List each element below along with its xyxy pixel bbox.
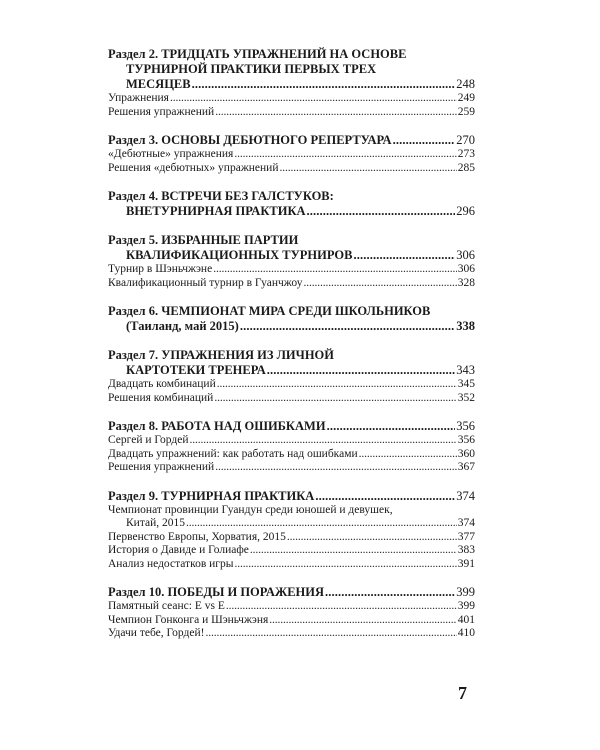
section-title: Раздел 2. ТРИДЦАТЬ УПРАЖНЕНИЙ НА ОСНОВЕ bbox=[108, 47, 407, 61]
toc-section-4 bbox=[108, 189, 475, 219]
toc-entry[interactable]: Двадцать упражнений: как работать над ошибками . . . 360 bbox=[108, 448, 475, 462]
section-title: Раздел 4. ВСТРЕЧИ БЕЗ ГАЛСТУКОВ: bbox=[108, 189, 334, 203]
toc-entry[interactable]: Раздел 8. РАБОТА НАД ОШИБКАМИ . . . 356 bbox=[108, 419, 475, 434]
toc-entry[interactable]: Решения упражнений . . . 259 bbox=[108, 106, 475, 120]
page-ref: 270 bbox=[456, 133, 475, 147]
table-of-contents bbox=[108, 47, 475, 655]
page-ref: 273 bbox=[457, 148, 475, 160]
page-ref: 352 bbox=[457, 391, 475, 404]
toc-entry[interactable]: (Таиланд, май 2015) . . . 338 bbox=[108, 319, 475, 334]
toc-entry[interactable]: Упражнения . . . 249 bbox=[108, 92, 475, 106]
page-ref: 328 bbox=[457, 276, 475, 289]
page-ref: 367 bbox=[457, 461, 475, 473]
page-ref: 296 bbox=[456, 204, 475, 218]
toc-entry[interactable]: Удачи тебе, Гордей! . . . 410 bbox=[108, 627, 475, 641]
page-ref: 345 bbox=[457, 378, 475, 390]
page-ref: 399 bbox=[457, 600, 475, 612]
toc-entry[interactable]: Раздел 9. ТУРНИРНАЯ ПРАКТИКА . . . 374 bbox=[108, 489, 475, 504]
page-ref: 401 bbox=[457, 613, 475, 626]
toc-entry[interactable]: Решения «дебютных» упражнений . . . 285 bbox=[108, 162, 475, 176]
page-ref: 259 bbox=[457, 105, 475, 118]
toc-section-9 bbox=[108, 489, 475, 572]
toc-section-8 bbox=[108, 419, 475, 475]
section-title: Раздел 6. ЧЕМПИОНАТ МИРА СРЕДИ ШКОЛЬНИКОВ bbox=[108, 304, 431, 318]
page-ref: 377 bbox=[457, 530, 475, 543]
toc-entry[interactable]: МЕСЯЦЕВ . . . 248 bbox=[108, 77, 475, 92]
toc-entry[interactable]: Двадцать комбинаций . . . 345 bbox=[108, 378, 475, 392]
page-ref: 249 bbox=[457, 92, 475, 104]
toc-entry[interactable]: Решения упражнений . . . 367 bbox=[108, 461, 475, 475]
section-title: ТУРНИРНОЙ ПРАКТИКИ ПЕРВЫХ ТРЕХ bbox=[126, 62, 377, 76]
toc-entry[interactable]: Памятный сеанс: E vs E . . . 399 bbox=[108, 600, 475, 614]
page-ref: 343 bbox=[456, 363, 475, 377]
page-ref: 248 bbox=[456, 77, 475, 91]
toc-entry[interactable]: Первенство Европы, Хорватия, 2015 . . . 377 bbox=[108, 531, 475, 545]
toc-entry[interactable]: Раздел 3. ОСНОВЫ ДЕБЮТНОГО РЕПЕРТУАРА . . . 270 bbox=[108, 133, 475, 148]
page-ref: 391 bbox=[457, 557, 475, 570]
page-ref: 306 bbox=[457, 263, 475, 275]
page-ref: 306 bbox=[456, 248, 475, 262]
toc-entry[interactable]: КАРТОТЕКИ ТРЕНЕРА . . . 343 bbox=[108, 363, 475, 378]
page-ref: 383 bbox=[457, 544, 475, 556]
toc-section-10 bbox=[108, 585, 475, 641]
page-ref: 285 bbox=[457, 161, 475, 174]
page-ref: 360 bbox=[457, 447, 475, 460]
page-ref: 410 bbox=[457, 627, 475, 639]
page-ref: 356 bbox=[457, 434, 475, 446]
toc-entry[interactable]: Китай, 2015 . . . 374 bbox=[108, 517, 475, 531]
toc-entry[interactable]: Анализ недостатков игры . . . 391 bbox=[108, 558, 475, 572]
toc-entry[interactable]: Квалификационный турнир в Гуанчжоу . . . 328 bbox=[108, 277, 475, 291]
toc-entry[interactable]: Чемпион Гонконга и Шэньчжэня . . . 401 bbox=[108, 614, 475, 628]
page-ref: 356 bbox=[456, 419, 475, 433]
page-number: 7 bbox=[458, 683, 467, 703]
page-ref: 374 bbox=[456, 488, 475, 503]
toc-entry-text: Чемпионат провинции Гуандун среди юношей и девушек, bbox=[108, 503, 393, 516]
toc-entry[interactable]: ВНЕТУРНИРНАЯ ПРАКТИКА . . . 296 bbox=[108, 204, 475, 219]
toc-entry[interactable]: Турнир в Шэньчжэне . . . 306 bbox=[108, 263, 475, 277]
toc-section-5 bbox=[108, 233, 475, 290]
toc-entry[interactable]: КВАЛИФИКАЦИОННЫХ ТУРНИРОВ . . . 306 bbox=[108, 248, 475, 263]
toc-entry[interactable]: Раздел 10. ПОБЕДЫ И ПОРАЖЕНИЯ . . . 399 bbox=[108, 585, 475, 600]
toc-section-2 bbox=[108, 47, 475, 119]
page-ref: 374 bbox=[457, 517, 475, 529]
toc-section-3 bbox=[108, 133, 475, 175]
section-title: Раздел 5. ИЗБРАННЫЕ ПАРТИИ bbox=[108, 233, 299, 247]
toc-entry[interactable]: «Дебютные» упражнения . . . 273 bbox=[108, 148, 475, 162]
page-ref: 399 bbox=[456, 585, 475, 599]
toc-section-7 bbox=[108, 348, 475, 405]
toc-entry[interactable]: Сергей и Гордей . . . 356 bbox=[108, 434, 475, 448]
toc-entry[interactable]: Решения комбинаций . . . 352 bbox=[108, 392, 475, 406]
page-ref: 338 bbox=[456, 319, 475, 333]
section-title: Раздел 7. УПРАЖНЕНИЯ ИЗ ЛИЧНОЙ bbox=[108, 348, 334, 362]
toc-section-6 bbox=[108, 304, 475, 334]
toc-entry[interactable]: История о Давиде и Голиафе . . . 383 bbox=[108, 544, 475, 558]
